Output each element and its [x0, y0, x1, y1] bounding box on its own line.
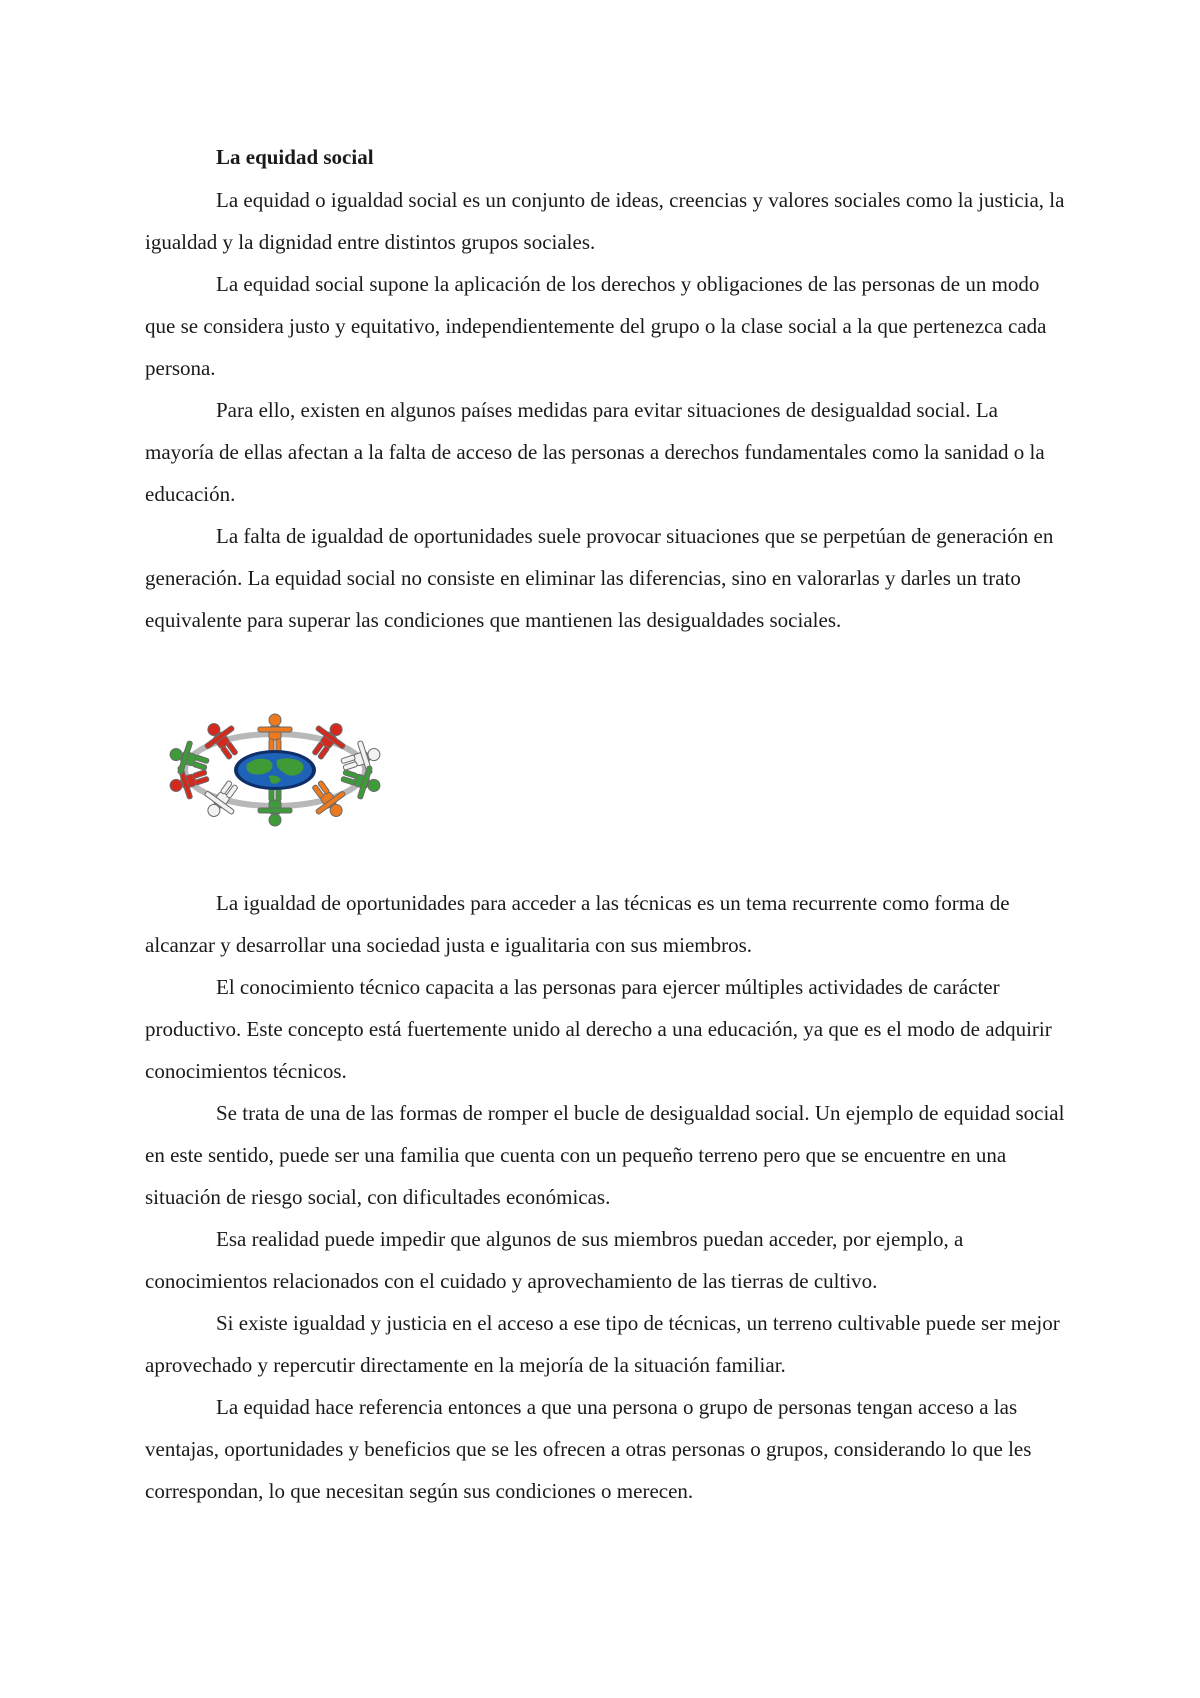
people-around-globe-illustration: [152, 712, 398, 828]
paragraph: La falta de igualdad de oportunidades suele provocar situaciones que se perpetúan de generación en generación. La equidad social no consiste en eliminar las diferencias, sino en valorarlas y darles un trato equivalente para superar las condiciones que mantienen las desigualdades sociales.: [145, 524, 1054, 632]
section-techniques: [145, 882, 1065, 1512]
document-title: La equidad social: [216, 145, 374, 169]
paragraph: La equidad hace referencia entonces a que una persona o grupo de personas tengan acceso a las ventajas, oportunidades y beneficios que se les ofrecen a otras personas o grupos, considerando lo que les correspondan, lo que necesitan según sus condiciones o merecen.: [145, 1395, 1032, 1503]
paragraph: Se trata de una de las formas de romper el bucle de desigualdad social. Un ejemplo de equidad social en este sentido, puede ser una familia que cuenta con un pequeño terreno pero que se encuentre en una situación de riesgo social, con dificultades económicas.: [145, 1101, 1065, 1209]
paragraph: Esa realidad puede impedir que algunos de sus miembros puedan acceder, por ejemplo, a conocimientos relacionados con el cuidado y aprovechamiento de las tierras de cultivo.: [145, 1227, 964, 1293]
paragraph: La igualdad de oportunidades para acceder a las técnicas es un tema recurrente como forma de alcanzar y desarrollar una sociedad justa e igualitaria con sus miembros.: [145, 891, 1010, 957]
paragraph: Para ello, existen en algunos países medidas para evitar situaciones de desigualdad social. La mayoría de ellas afectan a la falta de acceso de las personas a derechos fundamentales como la sanidad o la educación.: [145, 398, 1045, 506]
paragraph: El conocimiento técnico capacita a las personas para ejercer múltiples actividades de carácter productivo. Este concepto está fuertemente unido al derecho a una educación, ya que es el modo de adquirir conocimientos técnicos.: [145, 975, 1052, 1083]
paragraph: Si existe igualdad y justicia en el acceso a ese tipo de técnicas, un terreno cultivable puede ser mejor aprovechado y repercutir directamente en la mejoría de la situación familiar.: [145, 1311, 1060, 1377]
paragraph: La equidad social supone la aplicación de los derechos y obligaciones de las personas de un modo que se considera justo y equitativo, independientemente del grupo o la clase social a la que pertenezca cada persona.: [145, 272, 1047, 380]
people-around-globe-icon: [152, 712, 398, 828]
paragraph: La equidad o igualdad social es un conjunto de ideas, creencias y valores sociales como la justicia, la igualdad y la dignidad entre distintos grupos sociales.: [145, 188, 1065, 254]
section-intro: [145, 179, 1065, 641]
